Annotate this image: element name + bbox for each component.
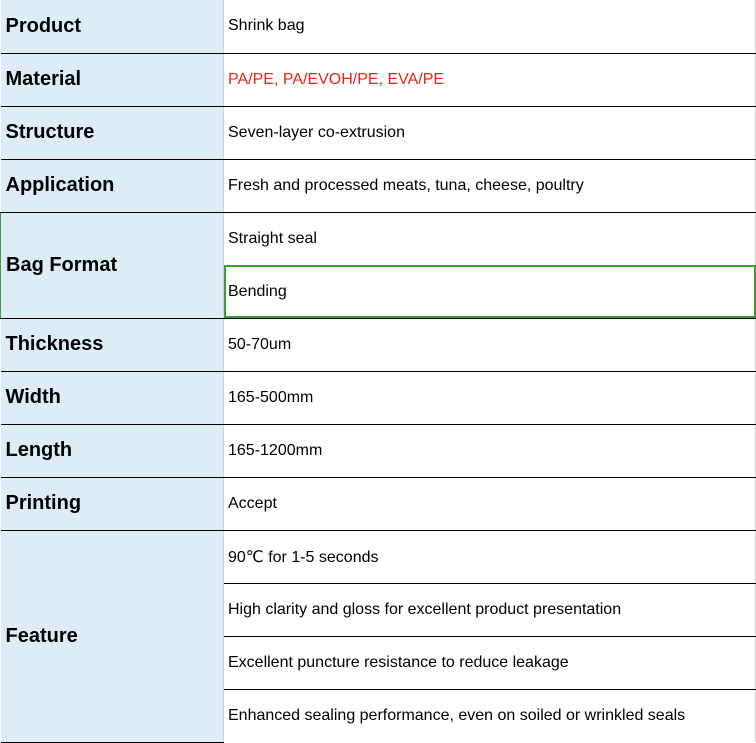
label-bag-format: Bag Format [1,212,224,318]
value-feature-3[interactable]: Excellent puncture resistance to reduce leakage [224,636,756,689]
value-feature-4[interactable]: Enhanced sealing performance, even on soiled or wrinkled seals [224,689,756,742]
value-application[interactable]: Fresh and processed meats, tuna, cheese, poultry [224,159,756,212]
label-structure: Structure [1,106,224,159]
value-structure[interactable]: Seven-layer co-extrusion [224,106,756,159]
table-row-product [1,0,756,53]
label-width: Width [1,371,224,424]
table-row-length [1,424,756,477]
value-material[interactable]: PA/PE, PA/EVOH/PE, EVA/PE [224,53,756,106]
value-feature-1[interactable]: 90℃ for 1-5 seconds [224,530,756,583]
table-row-bag-format [1,212,756,265]
label-material: Material [1,53,224,106]
label-feature: Feature [1,530,224,742]
value-printing[interactable]: Accept [224,477,756,530]
label-product: Product [1,0,224,53]
value-feature-2[interactable]: High clarity and gloss for excellent product presentation [224,583,756,636]
value-width[interactable]: 165-500mm [224,371,756,424]
table-row-thickness [1,318,756,371]
label-printing: Printing [1,477,224,530]
label-thickness: Thickness [1,318,224,371]
label-length: Length [1,424,224,477]
table-row-feature [1,530,756,583]
table-row-application [1,159,756,212]
value-product[interactable]: Shrink bag [224,0,756,53]
label-application: Application [1,159,224,212]
table-row-printing [1,477,756,530]
value-bag-format-bending[interactable]: Bending [224,265,756,318]
value-thickness[interactable]: 50-70um [224,318,756,371]
value-length[interactable]: 165-1200mm [224,424,756,477]
table-row-structure [1,106,756,159]
table-row-width [1,371,756,424]
table-row-material [1,53,756,106]
value-bag-format-straight-seal[interactable]: Straight seal [224,212,756,265]
